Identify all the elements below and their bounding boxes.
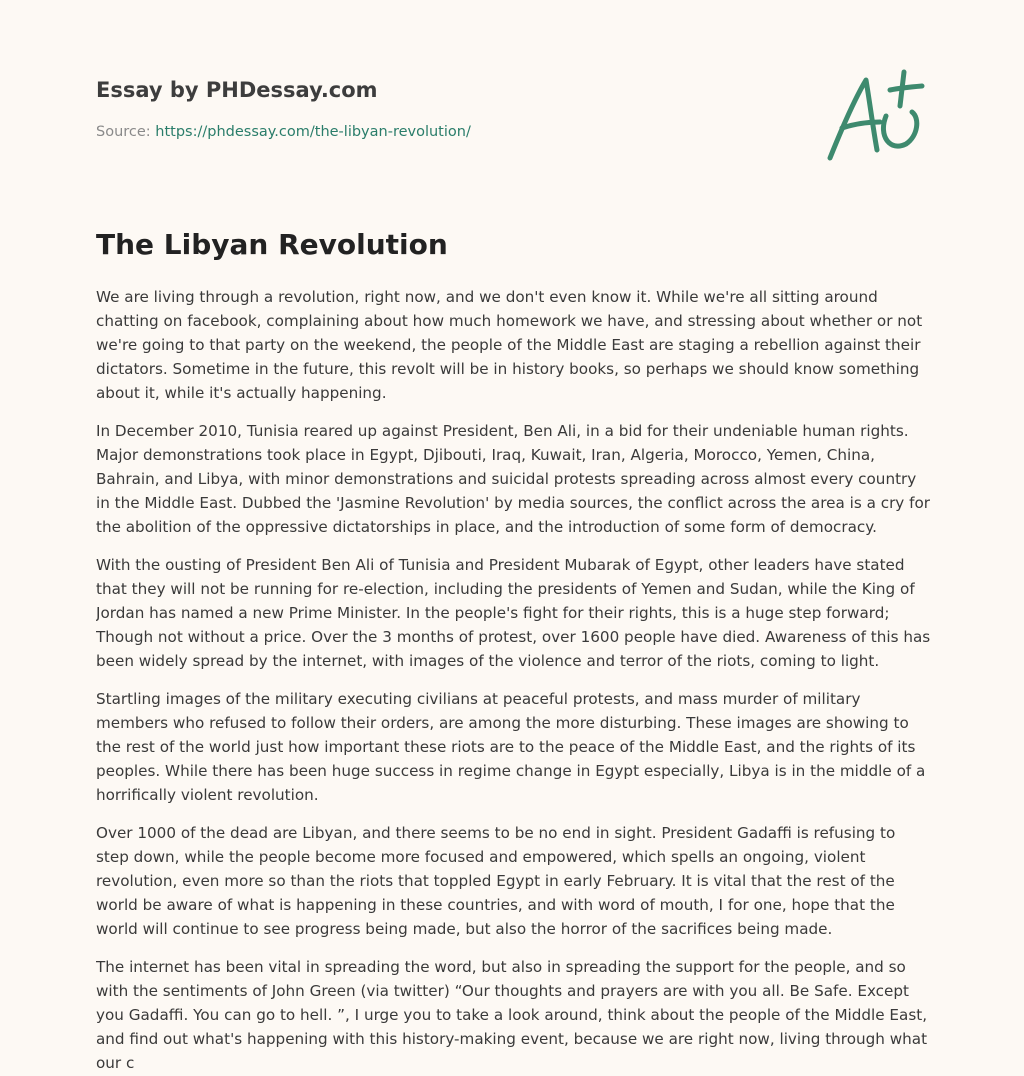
essay-paragraph: With the ousting of President Ben Ali of Tunisia and President Mubarak of Egypt, other leaders have stated that they will not be running for re-election, including the presidents of Yemen and Sudan, while the King of Jordan has named a new Prime Minister. In the people's fight for their rights, this is a huge step forward; Though not without a price. Over the 3 months of protest, over 1600 people have died. Awareness of this has been widely spread by the internet, with images of the violence and terror of the riots, coming to light. bbox=[96, 556, 931, 670]
site-brand: Essay by PHDessay.com bbox=[96, 78, 378, 102]
source-link[interactable]: https://phdessay.com/the-libyan-revolution/ bbox=[155, 124, 471, 140]
essay-paragraph: The internet has been vital in spreading the word, but also in spreading the support for the people, and so with the sentiments of John Green (via twitter) “Our thoughts and prayers are with you all. Be Safe. Except you Gadaffi. You can go to hell. ”, I urge you to take a look around, think about the people of the Middle East, and find out what's happening with this history-making event, because we are right now, living through what our c bbox=[96, 958, 928, 1072]
essay-title: The Libyan Revolution bbox=[96, 228, 448, 261]
essay-header bbox=[96, 76, 796, 142]
source-line bbox=[96, 122, 796, 142]
essay-paragraph: In December 2010, Tunisia reared up against President, Ben Ali, in a bid for their undeniable human rights. Major demonstrations took place in Egypt, Djibouti, Iraq, Kuwait, Iran, Algeria, Morocco, Yemen, China, Bahrain, and Libya, with minor demonstrations and suicidal protests spreading across almost every country in the Middle East. Dubbed the 'Jasmine Revolution' by media sources, the conflict across the area is a cry for the abolition of the oppressive dictatorships in place, and the introduction of some form of democracy. bbox=[96, 422, 931, 536]
essay-paragraph: We are living through a revolution, right now, and we don't even know it. While we're all sitting around chatting on facebook, complaining about how much homework we have, and stressing about whether or not we're going to that party on the weekend, the people of the Middle East are staging a rebellion against their dictators. Sometime in the future, this revolt will be in history books, so perhaps we should know something about it, while it's actually happening. bbox=[96, 288, 923, 402]
essay-paragraph: Over 1000 of the dead are Libyan, and there seems to be no end in sight. President Gadaffi is refusing to step down, while the people become more focused and empowered, which spells an ongoing, violent revolution, even more so than the riots that toppled Egypt in early February. It is vital that the rest of the world be aware of what is happening in these countries, and with word of mouth, I for one, hope that the world will continue to see progress being made, but also the horror of the sacrifices being made. bbox=[96, 824, 896, 938]
a-plus-logo-icon bbox=[820, 66, 930, 166]
source-label: Source: bbox=[96, 124, 156, 140]
essay-paragraph: Startling images of the military executing civilians at peaceful protests, and mass murder of military members who refused to follow their orders, are among the more disturbing. These images are showing to the rest of the world just how important these riots are to the peace of the Middle East, and the rights of its peoples. While there has been huge success in regime change in Egypt especially, Libya is in the middle of a horrifically violent revolution. bbox=[96, 690, 926, 804]
essay-body bbox=[96, 285, 932, 1076]
